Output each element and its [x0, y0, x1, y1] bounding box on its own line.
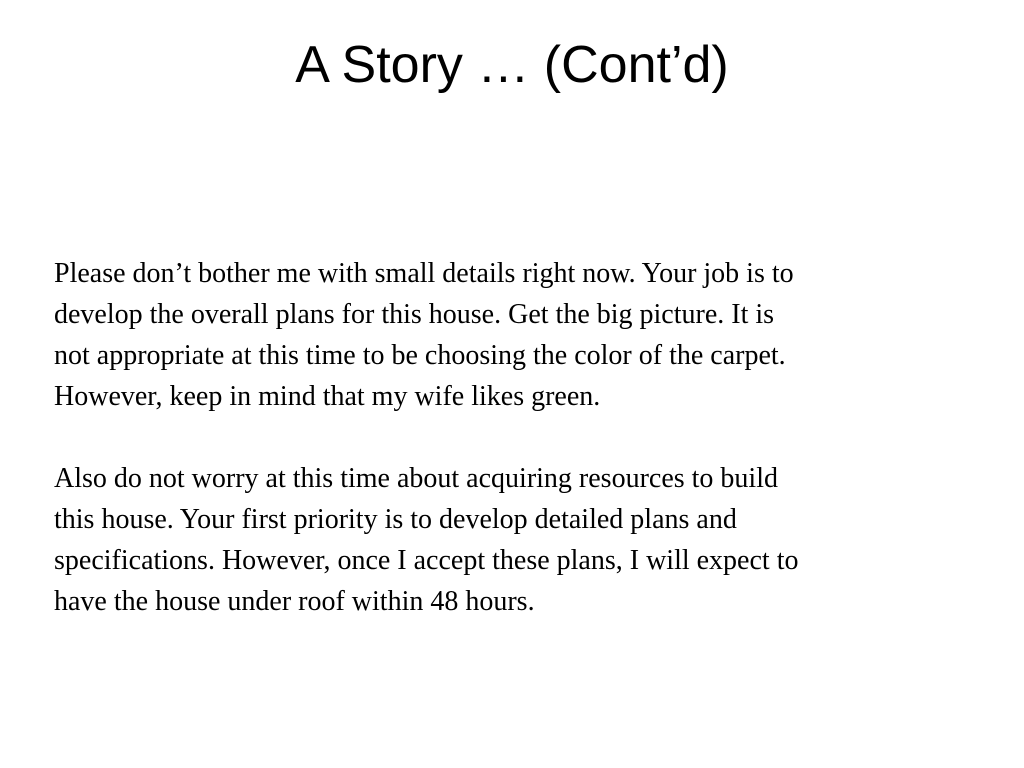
- paragraph-line: this house. Your first priority is to develop detailed plans and: [54, 504, 737, 535]
- paragraph-line: However, keep in mind that my wife likes green.: [54, 381, 601, 412]
- paragraph-spacer: [54, 417, 994, 458]
- slide-body: [54, 253, 994, 622]
- paragraph-line: develop the overall plans for this house. Get the big picture. It is: [54, 299, 775, 330]
- paragraph-2: [54, 458, 994, 622]
- slide-title: A Story … (Cont’d): [295, 36, 729, 94]
- paragraph-1: [54, 253, 994, 417]
- paragraph-line: specifications. However, once I accept these plans, I will expect to: [54, 545, 799, 576]
- paragraph-line: Also do not worry at this time about acquiring resources to build: [54, 463, 778, 494]
- paragraph-line: have the house under roof within 48 hours.: [54, 586, 535, 617]
- paragraph-line: Please don’t bother me with small details right now. Your job is to: [54, 258, 794, 289]
- paragraph-line: not appropriate at this time to be choosing the color of the carpet.: [54, 340, 786, 371]
